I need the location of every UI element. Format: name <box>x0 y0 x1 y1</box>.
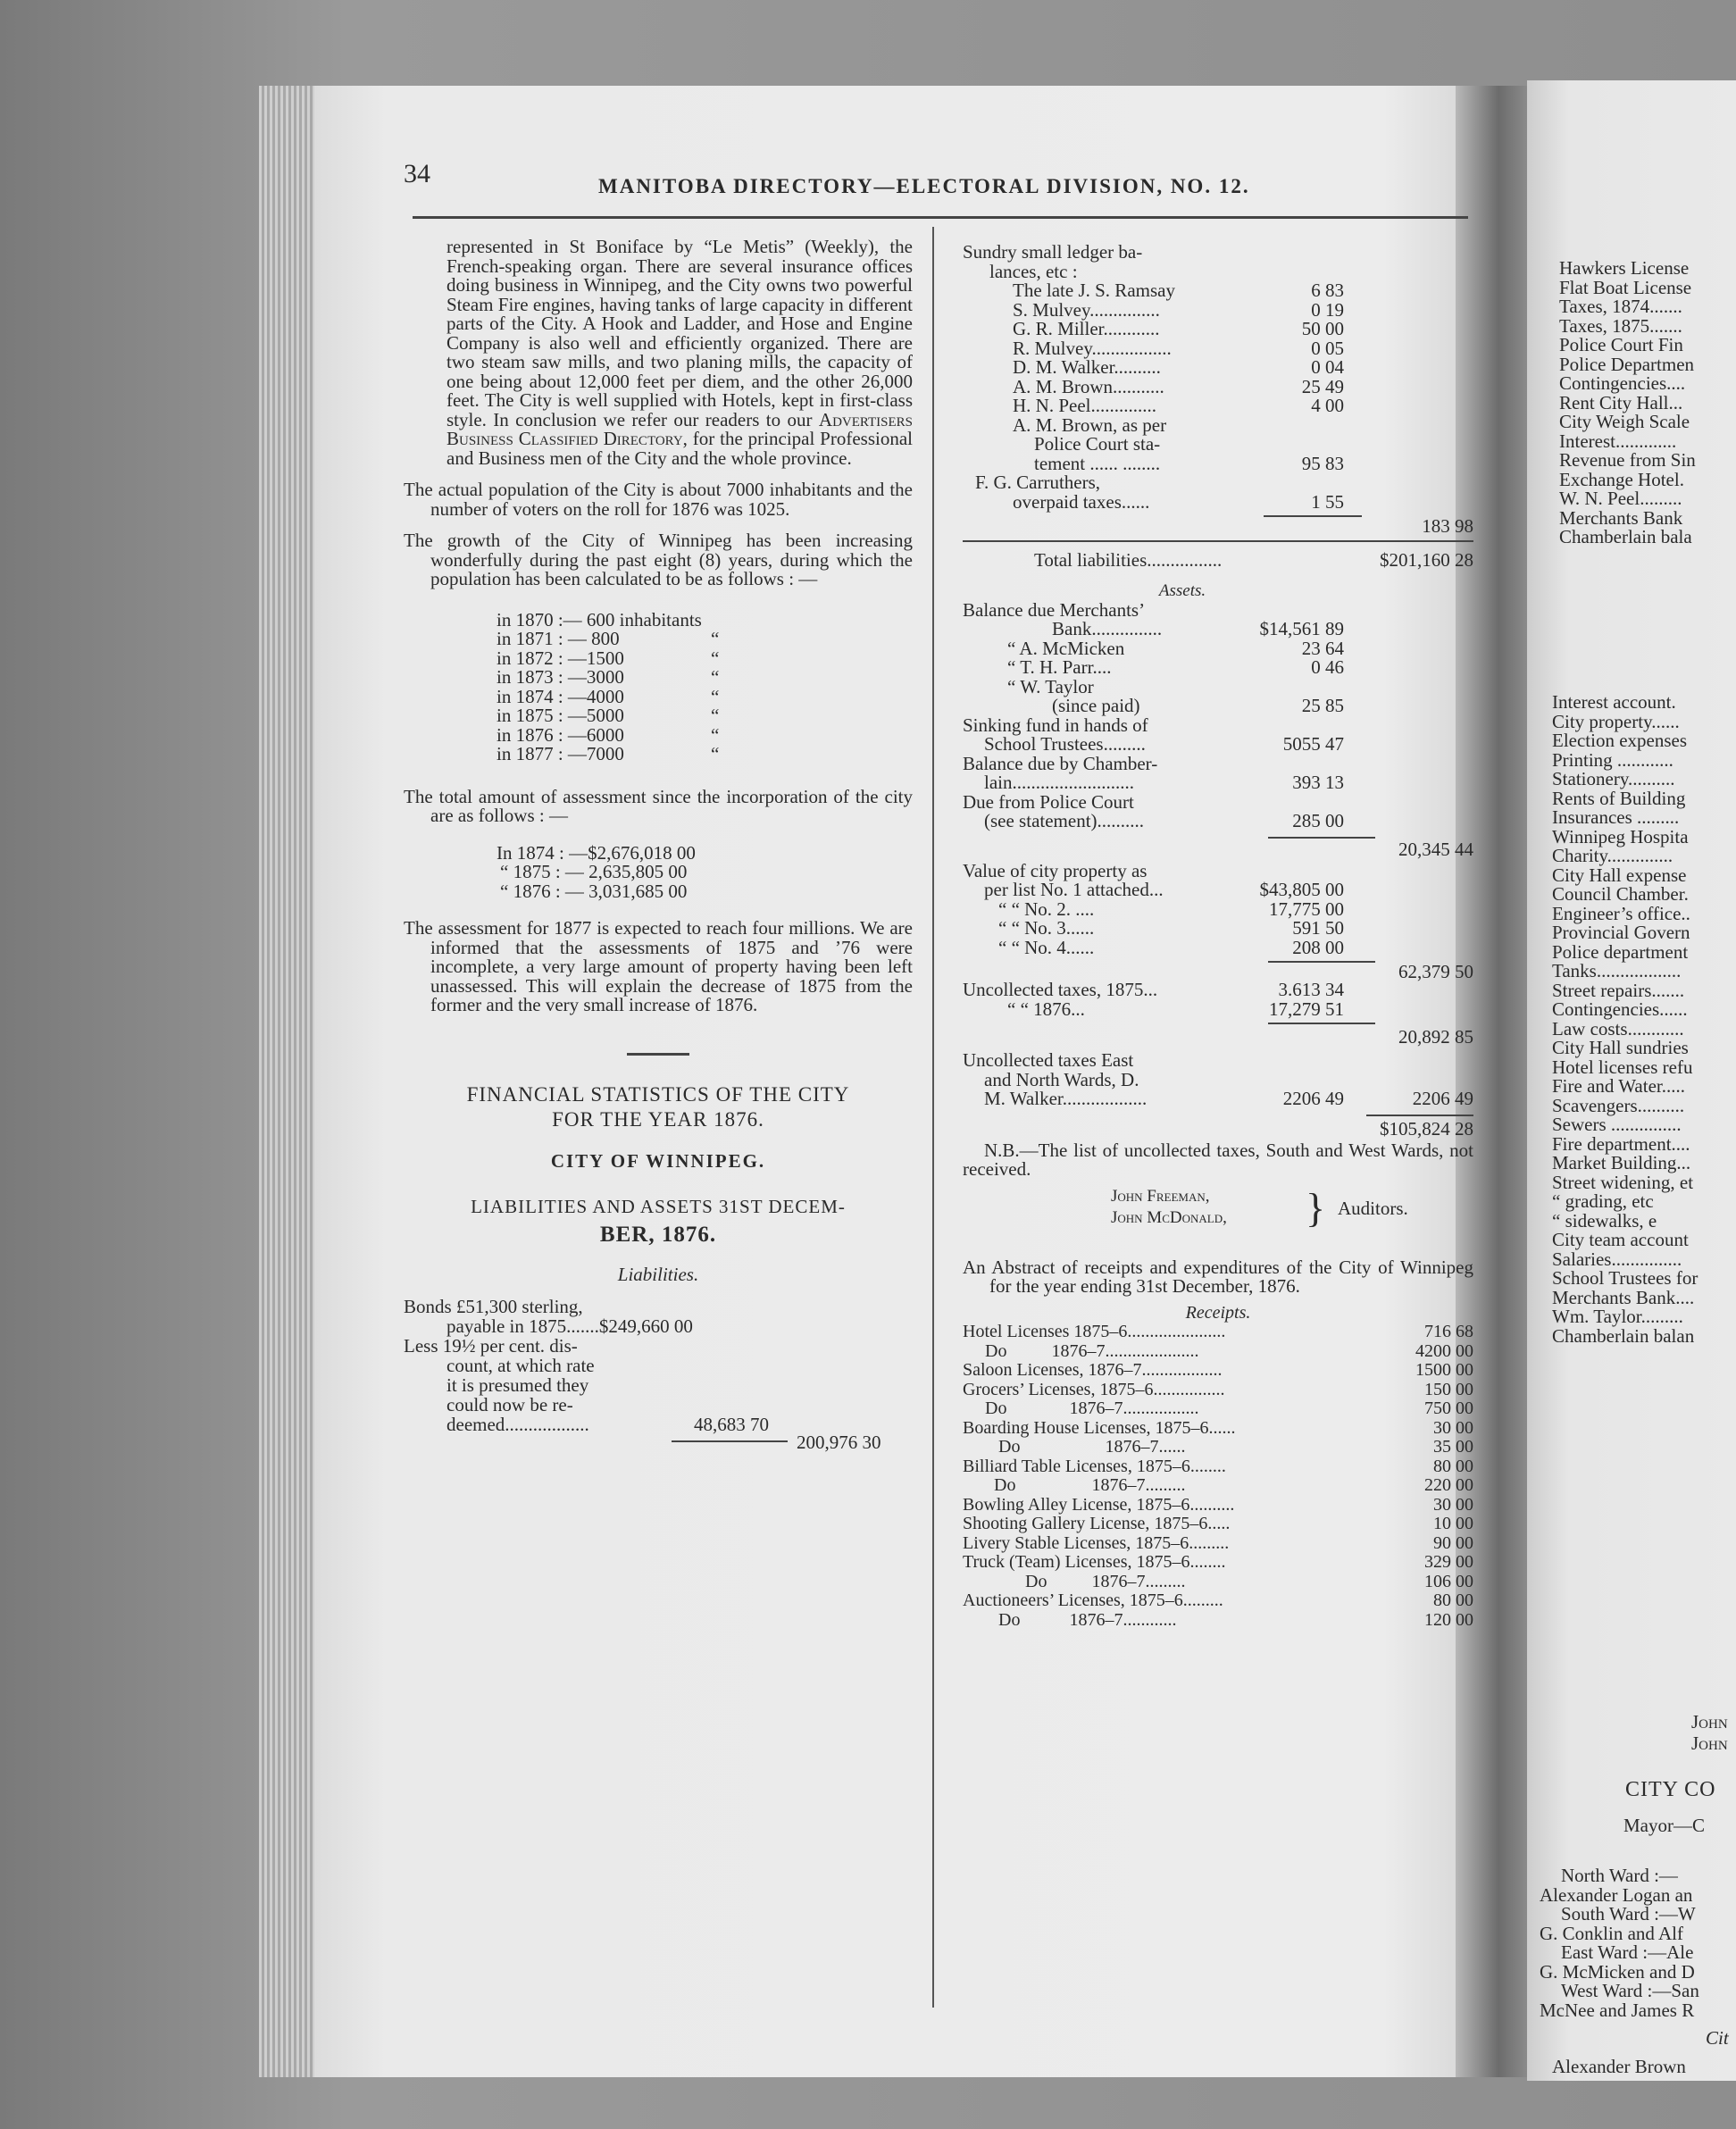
auditors-label: Auditors. <box>1338 1197 1408 1219</box>
page-number: 34 <box>404 159 430 188</box>
bonds-line: payable in 1875.......$249,660 00 <box>447 1315 693 1337</box>
sundry-heading: lances, etc : <box>989 260 1078 282</box>
asset-row: “ “ No. 3...... 591 50 <box>998 917 1344 939</box>
right-column <box>963 243 1473 1630</box>
ledger-row: A. M. Brown, as per <box>1013 413 1167 436</box>
ledger-row: The late J. S. Ramsay 6 83 <box>1013 280 1344 301</box>
liabilities-assets-title <box>404 1192 913 1249</box>
ledger-row: Police Court sta- <box>1034 433 1161 455</box>
receipt-row: Do 1876–7................. 750 00 <box>963 1398 1473 1418</box>
column-rule <box>932 227 934 2008</box>
asset-row: Due from Police Court <box>963 790 1134 813</box>
assessment-list <box>404 841 913 902</box>
sundry-total-row: 183 98 <box>963 512 1473 535</box>
next-page-line: John <box>1691 1711 1728 1732</box>
assets-total-row: $105,824 28 <box>963 1109 1473 1140</box>
receipt-row: Shooting Gallery License, 1875–6..... 10 00 <box>963 1514 1473 1533</box>
asset-row: Uncollected taxes East <box>963 1049 1134 1071</box>
para-1-smallcaps: Advertisers Business Classified Directory, <box>447 408 914 449</box>
ledger-row: F. G. Carruthers, <box>975 472 1101 493</box>
receipts-heading: Receipts. <box>1185 1302 1251 1323</box>
asset-subtotal: 62,379 50 <box>963 957 1473 981</box>
population-row: in 1874 : —4000 “ <box>497 685 720 707</box>
receipt-row: Truck (Team) Licenses, 1875–6........ 329 00 <box>963 1552 1473 1572</box>
population-row: in 1873 : —3000 “ <box>497 666 720 688</box>
receipt-row: Auctioneers’ Licenses, 1875–6......... 80 00 <box>963 1590 1473 1610</box>
bonds-total: 200,976 30 <box>797 1431 881 1453</box>
nb-note: N.B.—The list of uncollected taxes, South and West Wards, not received. <box>963 1139 1473 1180</box>
ledger-row: G. R. Miller............ 50 00 <box>1013 318 1344 339</box>
asset-row: per list No. 1 attached... $43,805 00 <box>984 879 1344 900</box>
sundry-heading: Sundry small ledger ba- <box>963 241 1143 263</box>
ledger-list <box>963 281 1473 473</box>
asset-row: M. Walker.................. 2206 49 2206 49 <box>984 1088 1473 1109</box>
assessment-row: “ 1875 : — 2,635,805 00 <box>500 861 688 882</box>
para-1 <box>404 238 913 468</box>
total-liabilities-row: Total liabilities................ $201,160 28 <box>963 540 1473 564</box>
asset-row: Balance due by Chamber- <box>963 752 1158 774</box>
population-row: in 1877 : —7000 “ <box>497 743 720 764</box>
financial-title-line: FINANCIAL STATISTICS OF THE CITY <box>466 1082 850 1106</box>
bonds-block <box>404 1295 913 1512</box>
next-page-line: John <box>1691 1732 1728 1754</box>
receipt-row: Billiard Table Licenses, 1875–6........ 80 00 <box>963 1456 1473 1476</box>
receipts-list <box>963 1323 1473 1630</box>
asset-row: School Trustees......... 5055 47 <box>984 733 1344 755</box>
less-amount: 48,683 70 <box>694 1413 769 1435</box>
para-2: The actual population of the City is about 7000 inhabitants and the number of voters on the roll for 1876 was 1025. <box>404 479 913 520</box>
less-line: Less 19½ per cent. dis- <box>404 1334 578 1357</box>
less-line: deemed.................. <box>447 1413 589 1435</box>
next-page-block: Hawkers License Flat Boat License Taxes, 1874....... Taxes, 1875....... Police Court Fin Police Departmen Contingencies.... Rent City Hall... City Weigh Scale Interest............. Revenue from Sin Exchange Hotel. W. N. Peel......... Merchants Bank Chamberlain bala <box>1559 257 1696 547</box>
receipt-row: Do 1876–7............ 120 00 <box>963 1609 1473 1630</box>
ledger-row: overpaid taxes...... 1 55 <box>1013 490 1344 513</box>
ledger-row: A. M. Brown........... 25 49 <box>1013 375 1344 397</box>
receipt-row: Hotel Licenses 1875–6...................... 716 68 <box>963 1322 1473 1341</box>
asset-row: (since paid) 25 85 <box>1052 695 1344 716</box>
la-title-line: BER, 1876. <box>599 1223 717 1247</box>
receipt-row: Bowling Alley License, 1875–6.......... 30 00 <box>963 1494 1473 1515</box>
receipt-row: Do 1876–7...... 35 00 <box>963 1437 1473 1457</box>
receipt-row: Do 1876–7......... 106 00 <box>963 1571 1473 1591</box>
next-page-line: Mayor—C <box>1623 1815 1705 1836</box>
left-column <box>404 238 913 1512</box>
asset-row: Balance due Merchants’ <box>963 598 1146 621</box>
asset-row: “ T. H. Parr.... 0 46 <box>1007 656 1344 678</box>
liabilities-heading: Liabilities. <box>617 1264 699 1285</box>
page-35-fragment <box>1527 80 1736 2081</box>
city-heading: CITY OF WINNIPEG. <box>550 1149 766 1172</box>
population-row: in 1872 : —1500 “ <box>497 647 720 669</box>
population-row: in 1871 : — 800 “ <box>497 628 720 649</box>
financial-title <box>404 1082 913 1132</box>
population-list <box>404 608 913 764</box>
abstract-intro: An Abstract of receipts and expenditures of the City of Winnipeg for the year ending 31st December, 1876. <box>963 1256 1473 1297</box>
receipt-row: Do 1876–7......... 220 00 <box>963 1475 1473 1495</box>
assessment-row: In 1874 : —$2,676,018 00 <box>497 841 696 864</box>
receipt-row: Saloon Licenses, 1876–7.................. 1500 00 <box>963 1360 1473 1380</box>
ledger-row: tement ...... ........ 95 83 <box>1034 452 1344 474</box>
ledger-row: R. Mulvey................. 0 05 <box>1013 337 1344 359</box>
population-row: in 1870 :— 600 inhabitants <box>497 608 702 630</box>
para-1-end: for the principal Professional and Business men of the City and the whole province. <box>447 428 913 469</box>
asset-row: (see statement).......... 285 00 <box>984 810 1344 831</box>
less-line: could now be re- <box>447 1393 573 1415</box>
next-page-line: CITY CO <box>1625 1778 1716 1801</box>
next-page-line: Alexander Brown <box>1552 2056 1686 2077</box>
assets-heading: Assets. <box>1158 581 1206 600</box>
asset-row: Bank............... $14,561 89 <box>1052 618 1344 639</box>
asset-row: “ “ No. 2. .... 17,775 00 <box>998 898 1344 920</box>
next-page-line: Cit <box>1706 2027 1729 2049</box>
section-rule <box>627 1053 689 1056</box>
page-edges <box>259 86 321 2077</box>
less-line: it is presumed they <box>447 1373 589 1396</box>
less-line: count, at which rate <box>447 1354 595 1376</box>
asset-row: Value of city property as <box>963 859 1148 881</box>
asset-row: “ “ No. 4...... 208 00 <box>998 936 1344 958</box>
bonds-line: Bonds £51,300 sterling, <box>404 1295 583 1317</box>
asset-row: lain.......................... 393 13 <box>984 772 1344 793</box>
header-rule <box>413 216 1468 219</box>
auditor-name: John McDonald, <box>1111 1207 1227 1227</box>
next-page-block: North Ward :— Alexander Logan an South Ward :—W G. Conklin and Alf East Ward :—Ale G. McMicken and D West Ward :—San McNee and James R <box>1540 1865 1699 2021</box>
asset-row: “ A. McMicken 23 64 <box>1007 637 1344 659</box>
next-page-block: Interest account. City property...... Election expenses Printing ............ Stationery.......... Rents of Building Insurances ......... Winnipeg Hospita Charity.............. City Hall expense Council Chamber. Engineer’s office.. Provincial Govern Police department Tanks.................. Street repairs....... Contingencies...... Law costs............ City Hall sundries Hotel licenses refu Fire and Water..... Scavengers.......... Sewers ............... Fire department.... Market Building... Street widening, et “ grading, etc “ sidewalks, e City team account Salaries............... School Trustees for Merchants Bank.... Wm. Taylor......... Chamberlain balan <box>1552 691 1698 1347</box>
ledger-row: D. M. Walker.......... 0 04 <box>1013 356 1344 378</box>
asset-row: Uncollected taxes, 1875... 3.613 34 <box>963 979 1344 1000</box>
para-4: The total amount of assessment since the incorporation of the city are as follows : — <box>404 785 913 826</box>
asset-subtotal: 20,892 85 <box>963 1019 1473 1046</box>
auditors-block <box>963 1184 1473 1237</box>
bonds-rule <box>672 1440 788 1442</box>
assessment-row: “ 1876 : — 3,031,685 00 <box>500 880 688 902</box>
brace-icon: } <box>1306 1184 1326 1231</box>
asset-subtotal: 20,345 44 <box>963 831 1473 856</box>
auditor-name: John Freeman, <box>1111 1186 1210 1206</box>
para-5: The assessment for 1877 is expected to reach four millions. We are informed that the assessments of 1875 and ’76 were incomplete, a very large amount of property having been left unassessed. This will explain the decrease of 1875 from the former and the very small increase of 1876. <box>404 917 913 1015</box>
ledger-row: S. Mulvey............... 0 19 <box>1013 298 1344 321</box>
population-row: in 1876 : —6000 “ <box>497 723 720 746</box>
asset-row: and North Wards, D. <box>984 1068 1139 1090</box>
receipt-row: Boarding House Licenses, 1875–6...... 30 00 <box>963 1417 1473 1438</box>
ledger-row: H. N. Peel.............. 4 00 <box>1013 395 1344 416</box>
financial-title-line: FOR THE YEAR 1876. <box>552 1107 764 1131</box>
running-head: MANITOBA DIRECTORY—ELECTORAL DIVISION, NO. 12. <box>598 175 1250 197</box>
asset-row: “ “ 1876... 17,279 51 <box>1007 998 1344 1020</box>
receipt-row: Livery Stable Licenses, 1875–6......... 90 00 <box>963 1532 1473 1553</box>
receipt-row: Grocers’ Licenses, 1875–6................ 150 00 <box>963 1379 1473 1399</box>
para-1-text: represented in St Boniface by “Le Metis” (Weekly), the French-speaking organ. There are several insurance offices doing business in Winnipeg, and the City owns two powerful Steam Fire engines, having tanks of large capacity in different parts of the City. A Hook and Ladder, and Hose and Engine Company is also well and efficiently organized. There are two steam saw mills, and two planing mills, the capacity of one being about 12,000 feet per diem, and the other 26,000 feet. The City is well supplied with Hotels, kept in first-class style. In conclusion we refer our readers to our <box>447 236 913 430</box>
para-3: The growth of the City of Winnipeg has been increasing wonderfully during the past eight (8) years, during which the population has been calculated to be as follows : — <box>404 530 913 589</box>
asset-row: “ W. Taylor <box>1007 675 1094 697</box>
population-row: in 1875 : —5000 “ <box>497 705 720 726</box>
la-title-line: LIABILITIES AND ASSETS 31ST DECEM- <box>471 1196 846 1217</box>
asset-row: Sinking fund in hands of <box>963 714 1148 736</box>
receipt-row: Do 1876–7..................... 4200 00 <box>963 1340 1473 1361</box>
